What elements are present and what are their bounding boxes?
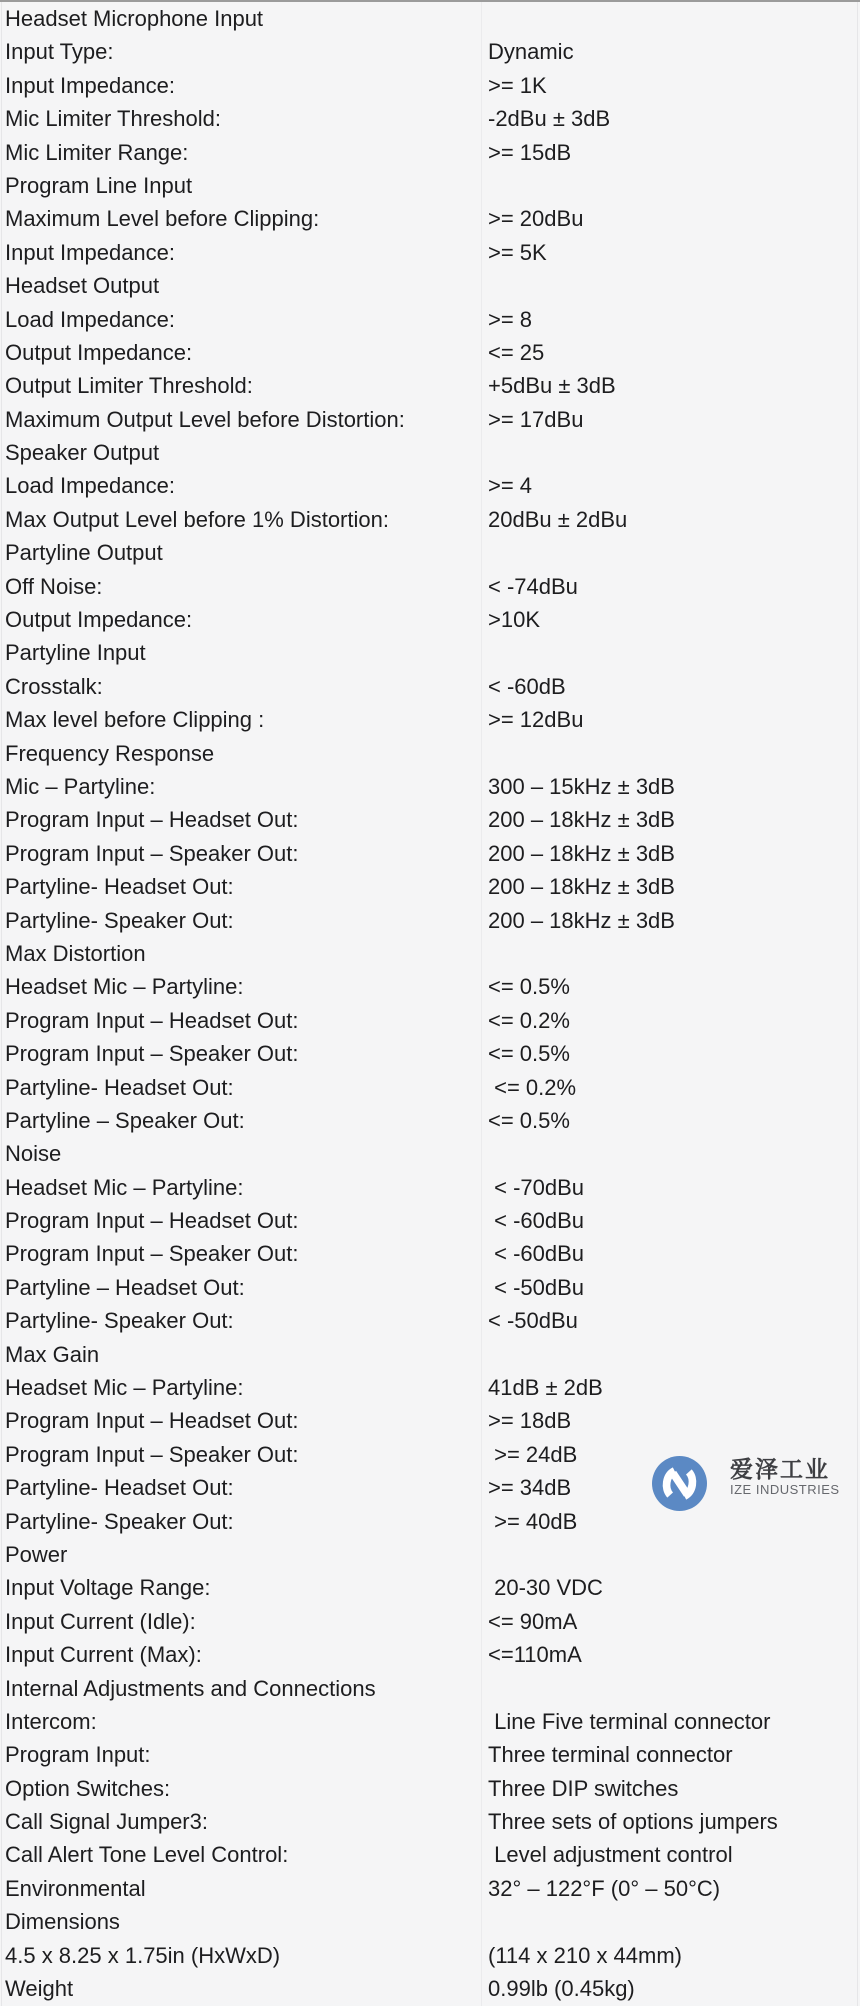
spec-label: Headset Mic – Partyline: [5,1174,244,1200]
spec-value: (114 x 210 x 44mm) [488,1942,683,1968]
spec-label: Maximum Output Level before Distortion: [5,406,405,432]
spec-label: Partyline- Speaker Out: [5,1508,234,1534]
spec-value: <= 90mA [488,1608,578,1634]
spec-row [0,136,860,169]
spec-value: <= 0.5% [488,1041,570,1067]
spec-row [0,1171,860,1204]
spec-row [0,403,860,436]
spec-value: < -60dBu [488,1241,585,1267]
spec-label: Mic Limiter Range: [5,139,189,165]
spec-row [0,1037,860,1070]
spec-label: Input Voltage Range: [5,1575,211,1601]
spec-value: >= 4 [488,473,533,499]
spec-value: >= 12dBu [488,707,584,733]
section-header-row [0,1905,860,1938]
section-header-row [0,1672,860,1705]
spec-label: Program Input – Speaker Out: [5,840,299,866]
spec-label: Partyline- Headset Out: [5,874,234,900]
ize-logo-icon [652,1456,707,1511]
spec-row [0,570,860,603]
spec-row [0,770,860,803]
spec-label: Output Limiter Threshold: [5,373,253,399]
logo-text-block [730,1457,840,1497]
section-header-label: Speaker Output [5,440,160,466]
spec-label: Mic – Partyline: [5,773,156,799]
spec-row [0,369,860,402]
spec-label: Program Input – Headset Out: [5,1408,299,1434]
section-header-row [0,1137,860,1170]
spec-value: >= 5K [488,239,547,265]
spec-label: Partyline- Headset Out: [5,1475,234,1501]
spec-value: < -70dBu [488,1174,585,1200]
spec-value: 0.99lb (0.45kg) [488,1976,635,2002]
spec-label: Input Impedance: [5,239,176,265]
spec-label: Headset Mic – Partyline: [5,1375,244,1401]
spec-label: Load Impedance: [5,306,176,332]
spec-value: 20dBu ± 2dBu [488,506,628,532]
section-header-label: Power [5,1541,68,1567]
spec-row [0,1204,860,1237]
spec-row [0,69,860,102]
spec-label: Program Input: [5,1742,151,1768]
spec-label: Option Switches: [5,1775,171,1801]
spec-value: +5dBu ± 3dB [488,373,616,399]
spec-row [0,1772,860,1805]
spec-row [0,1838,860,1871]
spec-value: >= 40dB [488,1508,578,1534]
spec-label: Input Impedance: [5,72,176,98]
spec-label: Crosstalk: [5,673,103,699]
spec-row [0,1371,860,1404]
section-header-label: Max Distortion [5,940,146,966]
spec-label: Load Impedance: [5,473,176,499]
spec-value: <= 0.2% [488,1074,577,1100]
section-header-row [0,169,860,202]
spec-row [0,1605,860,1638]
section-header-row [0,636,860,669]
spec-row [0,1237,860,1270]
spec-value: <= 0.5% [488,974,570,1000]
spec-value: < -60dB [488,673,566,699]
spec-row [0,236,860,269]
spec-row [0,670,860,703]
spec-row [0,1271,860,1304]
logo-english-name: IZE INDUSTRIES [730,1482,840,1497]
spec-row [0,803,860,836]
spec-row [0,202,860,235]
spec-row [0,1304,860,1337]
spec-label: Program Input – Speaker Out: [5,1241,299,1267]
spec-row [0,1805,860,1838]
spec-row [0,1404,860,1437]
spec-value: Level adjustment control [488,1842,733,1868]
spec-row [0,970,860,1003]
spec-value: Three DIP switches [488,1775,679,1801]
section-header-row [0,269,860,302]
section-header-label: Headset Microphone Input [5,6,264,31]
spec-row [0,904,860,937]
spec-value: Line Five terminal connector [488,1708,771,1734]
spec-label: Program Input – Headset Out: [5,1208,299,1234]
spec-label: Mic Limiter Threshold: [5,106,221,132]
spec-row [0,503,860,536]
spec-row [0,35,860,68]
spec-label: Partyline – Headset Out: [5,1274,245,1300]
spec-label: Partyline – Speaker Out: [5,1107,245,1133]
spec-value: >10K [488,607,540,633]
spec-value: >= 1K [488,72,547,98]
spec-value: Three sets of options jumpers [488,1809,778,1835]
spec-value: < -74dBu [488,573,578,599]
spec-row [0,1571,860,1604]
spec-label: 4.5 x 8.25 x 1.75in (HxWxD) [5,1942,281,1968]
spec-row [0,703,860,736]
spec-label: Call Signal Jumper3: [5,1809,208,1835]
ize-industries-logo [652,1454,852,1524]
spec-value: 200 – 18kHz ± 3dB [488,907,675,933]
spec-value: >= 20dBu [488,206,584,232]
spec-label: Program Input – Headset Out: [5,807,299,833]
spec-value: >= 34dB [488,1475,572,1501]
spec-label: Output Impedance: [5,339,193,365]
spec-label: Partyline- Speaker Out: [5,1308,234,1334]
spec-row [0,1738,860,1771]
spec-value: < -50dBu [488,1308,578,1334]
spec-value: <= 0.2% [488,1007,570,1033]
spec-row [0,336,860,369]
spec-value: >= 17dBu [488,406,584,432]
spec-value: 200 – 18kHz ± 3dB [488,840,675,866]
spec-value: < -50dBu [488,1274,585,1300]
spec-row [0,603,860,636]
spec-value: >= 18dB [488,1408,572,1434]
section-header-label: Partyline Output [5,540,163,566]
spec-value: <= 25 [488,339,545,365]
spec-value: Dynamic [488,39,574,65]
spec-row [0,303,860,336]
spec-value: 200 – 18kHz ± 3dB [488,874,675,900]
spec-value: <= 0.5% [488,1107,570,1133]
spec-value: 41dB ± 2dB [488,1375,603,1401]
spec-label: Intercom: [5,1708,97,1734]
spec-label: Program Input – Headset Out: [5,1007,299,1033]
section-header-label: Dimensions [5,1909,120,1935]
spec-value: 300 – 15kHz ± 3dB [488,773,675,799]
section-header-row [0,1338,860,1371]
spec-label: Partyline- Headset Out: [5,1074,234,1100]
section-header-label: Noise [5,1141,62,1167]
spec-label: Partyline- Speaker Out: [5,907,234,933]
section-header-label: Partyline Input [5,640,146,666]
spec-row [0,1004,860,1037]
spec-value: -2dBu ± 3dB [488,106,611,132]
section-header-row [0,937,860,970]
spec-label: Weight [5,1976,74,2002]
spec-label: Call Alert Tone Level Control: [5,1842,289,1868]
spec-row [0,1939,860,1972]
section-header-label: Internal Adjustments and Connections [5,1675,376,1701]
spec-row [0,1071,860,1104]
spec-value: 200 – 18kHz ± 3dB [488,807,675,833]
spec-label: Output Impedance: [5,607,193,633]
spec-table [0,2,860,2005]
spec-label: Input Current (Max): [5,1642,202,1668]
section-header-row [0,2,860,35]
spec-value: < -60dBu [488,1208,585,1234]
spec-value: <=110mA [488,1642,582,1668]
spec-row [0,1638,860,1671]
spec-row [0,1104,860,1137]
spec-label: Program Input – Speaker Out: [5,1041,299,1067]
logo-chinese-name: 爱泽工业 [730,1456,830,1482]
spec-row [0,1705,860,1738]
spec-value: 20-30 VDC [488,1575,603,1601]
spec-label: Environmental [5,1875,146,1901]
spec-row [0,102,860,135]
section-header-row [0,436,860,469]
spec-label: Input Current (Idle): [5,1608,196,1634]
section-header-label: Program Line Input [5,172,193,198]
spec-row [0,870,860,903]
spec-label: Maximum Level before Clipping: [5,206,320,232]
spec-label: Headset Mic – Partyline: [5,974,244,1000]
spec-row [0,1972,860,2005]
section-header-row [0,536,860,569]
spec-value: Three terminal connector [488,1742,733,1768]
spec-value: >= 24dB [488,1441,578,1467]
spec-row [0,469,860,502]
spec-label: Max Output Level before 1% Distortion: [5,506,389,532]
spec-label: Max level before Clipping : [5,707,265,733]
section-header-label: Max Gain [5,1341,100,1367]
spec-label: Program Input – Speaker Out: [5,1441,299,1467]
spec-value: 32° – 122°F (0° – 50°C) [488,1875,721,1901]
section-header-label: Headset Output [5,273,160,299]
spec-value: >= 15dB [488,139,572,165]
spec-value: >= 8 [488,306,533,332]
spec-label: Input Type: [5,39,114,65]
spec-row [0,1872,860,1905]
spec-label: Off Noise: [5,573,103,599]
section-header-row [0,1538,860,1571]
section-header-row [0,737,860,770]
section-header-label: Frequency Response [5,740,215,766]
spec-row [0,837,860,870]
